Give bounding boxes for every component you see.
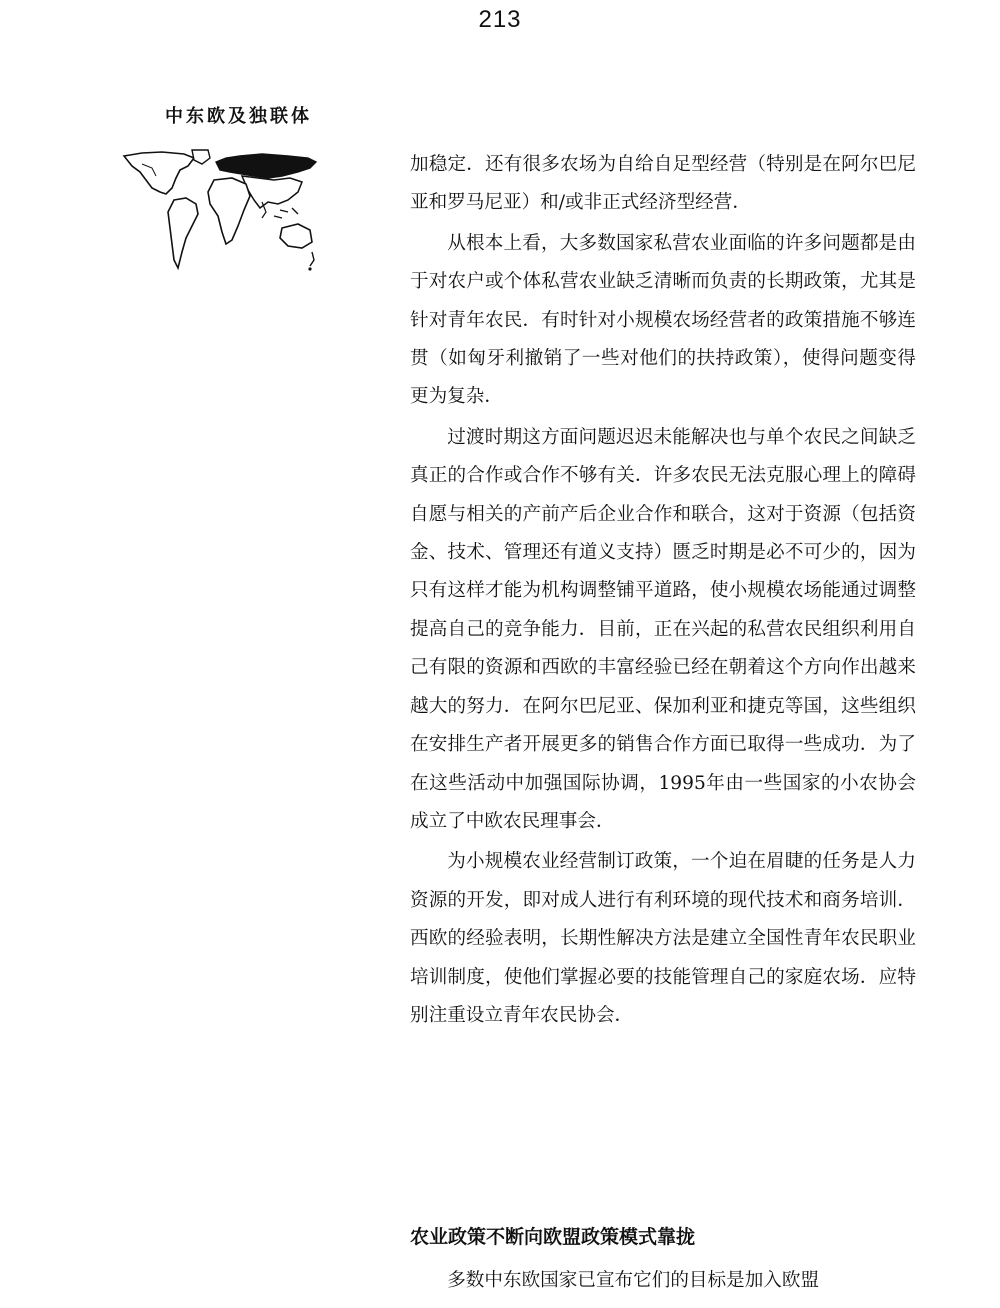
body-text: [410, 146, 916, 1037]
paragraph: 为小规模农业经营制订政策，一个迫在眉睫的任务是人力资源的开发，即对成人进行有利环境的现代技术和商务培训．西欧的经验表明，长期性解决方法是建立全国性青年农民职业培训制度，使他们掌握必要的技能管理自己的家庭农场．应特别注重设立青年农民协会．: [410, 851, 916, 1026]
page-number: 213: [478, 6, 522, 33]
paragraph: 加稳定．还有很多农场为自给自足型经营（特别是在阿尔巴尼亚和罗马尼亚）和/或非正式经济型经营．: [410, 154, 916, 214]
region-label: 中东欧及独联体: [165, 106, 312, 127]
section-heading: 农业政策不断向欧盟政策模式靠拢: [410, 1226, 696, 1248]
paragraph: 从根本上看，大多数国家私营农业面临的许多问题都是由于对农户或个体私营农业缺乏清晰而负责的长期政策，尤其是针对青年农民．有时针对小规模农场经营者的政策措施不够连贯（如匈牙利撤销了一些对他们的扶持政策），使得问题变得更为复杂．: [410, 232, 916, 408]
world-map-icon: [122, 148, 318, 278]
section-first-line: 多数中东欧国家已宣布它们的目标是加入欧盟: [447, 1270, 820, 1291]
paragraph: 过渡时期这方面问题迟迟未能解决也与单个农民之间缺乏真正的合作或合作不够有关．许多农民无法克服心理上的障碍自愿与相关的产前产后企业合作和联合，这对于资源（包括资金、技术、管理还有道义支持）匮乏时期是必不可少的，因为只有这样才能为机构调整铺平道路，使小规模农场能通过调整提高自己的竞争能力．目前，正在兴起的私营农民组织利用自己有限的资源和西欧的丰富经验已经在朝着这个方向作出越来越大的努力．在阿尔巴尼亚、保加利亚和捷克等国，这些组织在安排生产者开展更多的销售合作方面已取得一些成功．为了在这些活动中加强国际协调，1995年由一些国家的小农协会成立了中欧农民理事会．: [410, 426, 916, 832]
